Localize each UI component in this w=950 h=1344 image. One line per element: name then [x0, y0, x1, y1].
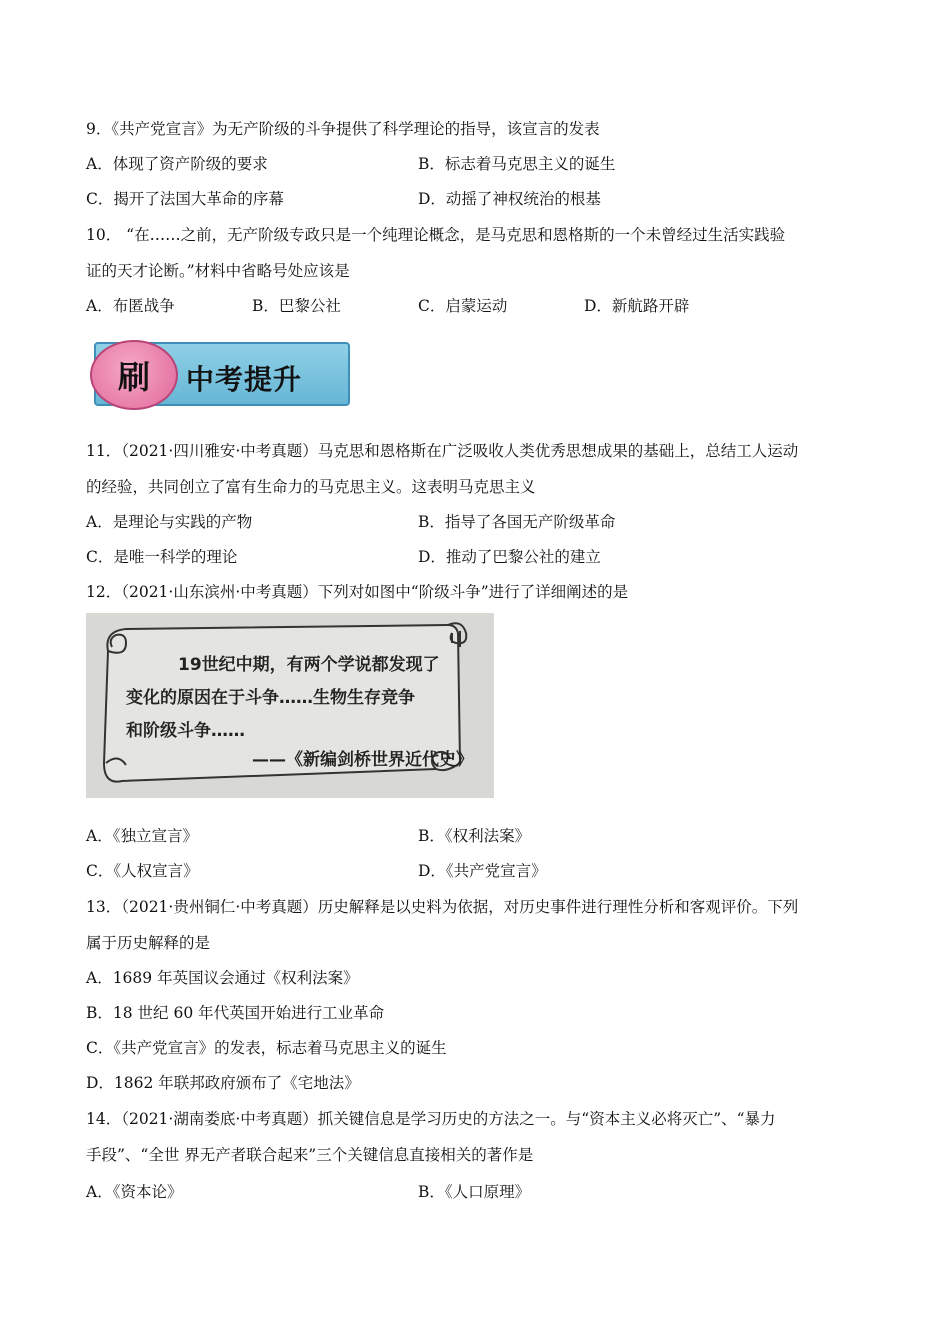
- q13-option-c[interactable]: C．《共产党宣言》的发表，标志着马克思主义的诞生: [86, 1039, 447, 1057]
- q12-option-c[interactable]: C．《人权宣言》: [86, 862, 199, 880]
- q9-option-d[interactable]: D．动摇了神权统治的根基: [418, 190, 601, 208]
- banner-title: 中考提升: [186, 363, 303, 396]
- q12-option-d[interactable]: D．《共产党宣言》: [418, 862, 547, 880]
- q12-option-b[interactable]: B．《权利法案》: [418, 827, 531, 845]
- q14-stem-line2: 手段”、“全世 界无产者联合起来”三个关键信息直接相关的著作是: [86, 1146, 534, 1164]
- q9-stem: 9．《共产党宣言》为无产阶级的斗争提供了科学理论的指导，该宣言的发表: [86, 120, 600, 138]
- q11-stem-line2: 的经验，共同创立了富有生命力的马克思主义。这表明马克思主义: [86, 478, 536, 496]
- q13-stem-line1: 13．（2021·贵州铜仁·中考真题）历史解释是以史料为依据，对历史事件进行理性分析和客观评价。下列: [86, 898, 799, 916]
- q14-option-b[interactable]: B．《人口原理》: [418, 1183, 531, 1201]
- q10-stem-line2: 证的天才论断。”材料中省略号处应该是: [86, 262, 350, 280]
- q11-option-a[interactable]: A．是理论与实践的产物: [86, 513, 253, 531]
- q11-option-c[interactable]: C．是唯一科学的理论: [86, 548, 238, 566]
- q13-stem-line2: 属于历史解释的是: [86, 934, 211, 952]
- q9-option-a[interactable]: A．体现了资产阶级的要求: [86, 155, 268, 173]
- scroll-line3: 和阶级斗争……: [126, 721, 245, 741]
- q14-option-a[interactable]: A．《资本论》: [86, 1183, 183, 1201]
- q10-option-a[interactable]: A．布匿战争: [86, 297, 175, 315]
- q9-option-c[interactable]: C．揭开了法国大革命的序幕: [86, 190, 284, 208]
- scroll-line1: 19世纪中期，有两个学说都发现了: [178, 655, 440, 675]
- scroll-quote-figure: [86, 613, 494, 798]
- section-banner: [90, 340, 352, 410]
- q13-option-d[interactable]: D．1862 年联邦政府颁布了《宅地法》: [86, 1074, 360, 1092]
- q12-stem: 12．（2021·山东滨州·中考真题）下列对如图中“阶级斗争”进行了详细阐述的是: [86, 583, 629, 601]
- q13-option-a[interactable]: A．1689 年英国议会通过《权利法案》: [86, 969, 359, 987]
- q11-option-b[interactable]: B．指导了各国无产阶级革命: [418, 513, 616, 531]
- banner-badge: [90, 340, 178, 410]
- q10-stem-line1: 10． “在……之前，无产阶级专政只是一个纯理论概念，是马克思和恩格斯的一个未曾经过生活实践验: [86, 226, 786, 244]
- q9-option-b[interactable]: B．标志着马克思主义的诞生: [418, 155, 616, 173]
- q12-option-a[interactable]: A．《独立宣言》: [86, 827, 198, 845]
- banner-badge-char: 刷: [117, 358, 150, 396]
- q10-option-c[interactable]: C．启蒙运动: [418, 297, 508, 315]
- q11-option-d[interactable]: D．推动了巴黎公社的建立: [418, 548, 601, 566]
- q10-option-b[interactable]: B．巴黎公社: [252, 297, 341, 315]
- q11-stem-line1: 11．（2021·四川雅安·中考真题）马克思和恩格斯在广泛吸收人类优秀思想成果的基础上，总结工人运动: [86, 442, 799, 460]
- scroll-line2: 变化的原因在于斗争……生物生存竞争: [126, 688, 415, 708]
- scroll-line4: ——《新编剑桥世界近代史》: [252, 750, 473, 770]
- q14-stem-line1: 14．（2021·湖南娄底·中考真题）抓关键信息是学习历史的方法之一。与“资本主义必将灭亡”、“暴力: [86, 1110, 776, 1128]
- q13-option-b[interactable]: B．18 世纪 60 年代英国开始进行工业革命: [86, 1004, 385, 1022]
- q10-option-d[interactable]: D．新航路开辟: [584, 297, 690, 315]
